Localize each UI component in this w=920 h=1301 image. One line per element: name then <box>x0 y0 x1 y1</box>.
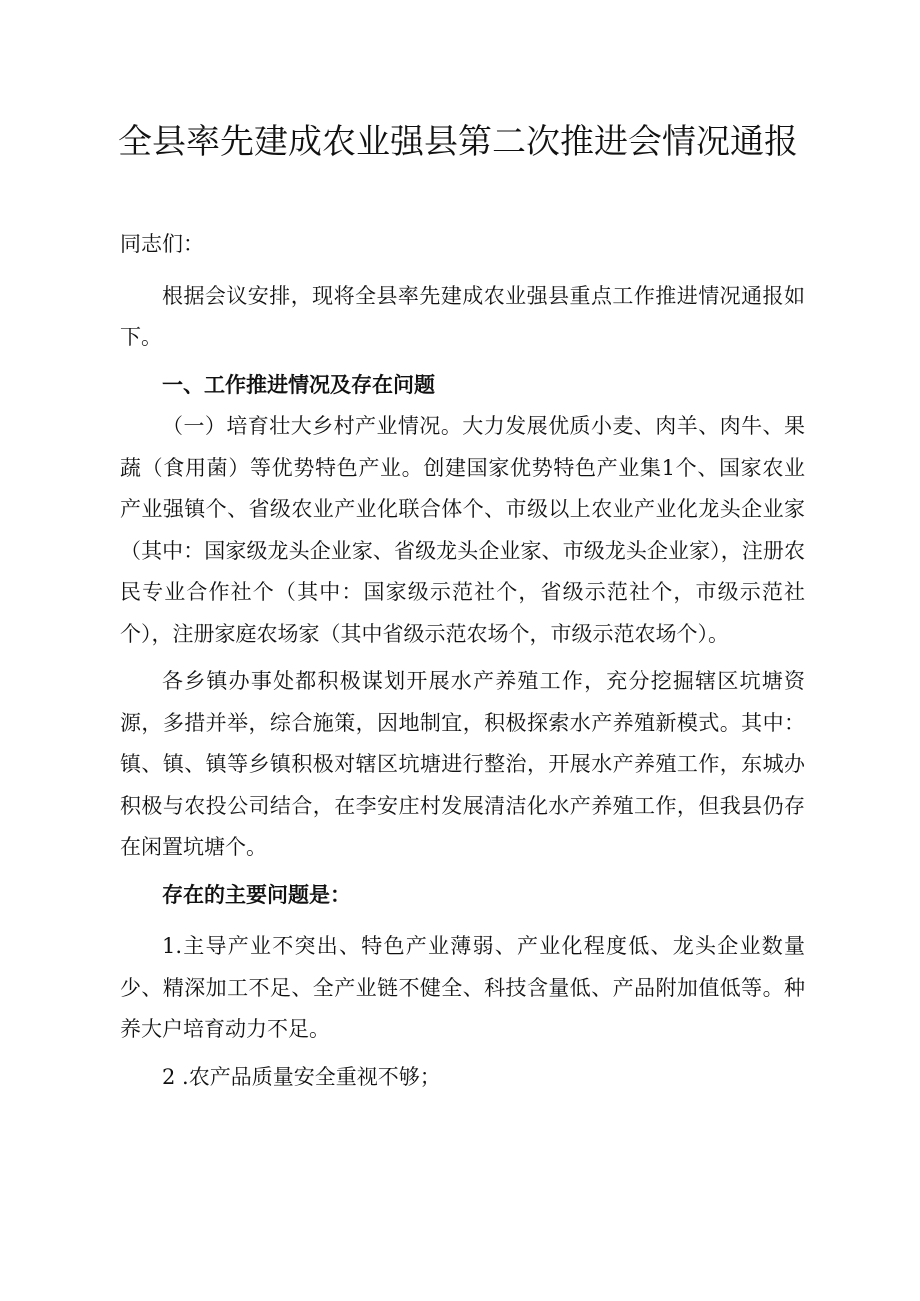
intro-paragraph: 根据会议安排，现将全县率先建成农业强县重点工作推进情况通报如下。 <box>120 283 805 349</box>
aquaculture-paragraph: 各乡镇办事处都积极谋划开展水产养殖工作，充分挖掘辖区坑塘资源，多措并举，综合施策，因地制宜，积极探索水产养殖新模式。其中：镇、镇、镇等乡镇积极对辖区坑塘进行整治，开展水产养殖工作，东城办积极与农投公司结合，在李安庄村发展清洁化水产养殖工作，但我县仍存在闲置坑塘个。 <box>120 669 805 859</box>
salutation: 同志们： <box>120 232 204 256</box>
problem-item-1: 1.主导产业不突出、特色产业薄弱、产业化程度低、龙头企业数量少、精深加工不足、全产业链不健全、科技含量低、产品附加值低等。种养大户培育动力不足。 <box>120 934 805 1041</box>
industry-paragraph: （一）培育壮大乡村产业情况。大力发展优质小麦、肉羊、肉牛、果蔬（食用菌）等优势特色产业。创建国家优势特色产业集1个、国家农业产业强镇个、省级农业产业化联合体个、市级以上农业产业化龙头企业家（其中：国家级龙头企业家、省级龙头企业家、市级龙头企业家），注册农民专业合作社个（其中：国家级示范社个，省级示范社个，市级示范社个），注册家庭农场家（其中省级示范农场个，市级示范农场个）。 <box>120 414 805 646</box>
problem-item-2: 2 .农产品质量安全重视不够； <box>162 1064 441 1089</box>
problems-heading: 存在的主要问题是： <box>162 882 351 907</box>
section-heading: 一、工作推进情况及存在问题 <box>162 372 435 397</box>
document-body <box>120 224 805 1098</box>
document-title: 全县率先建成农业强县第二次推进会情况通报 <box>118 122 798 162</box>
